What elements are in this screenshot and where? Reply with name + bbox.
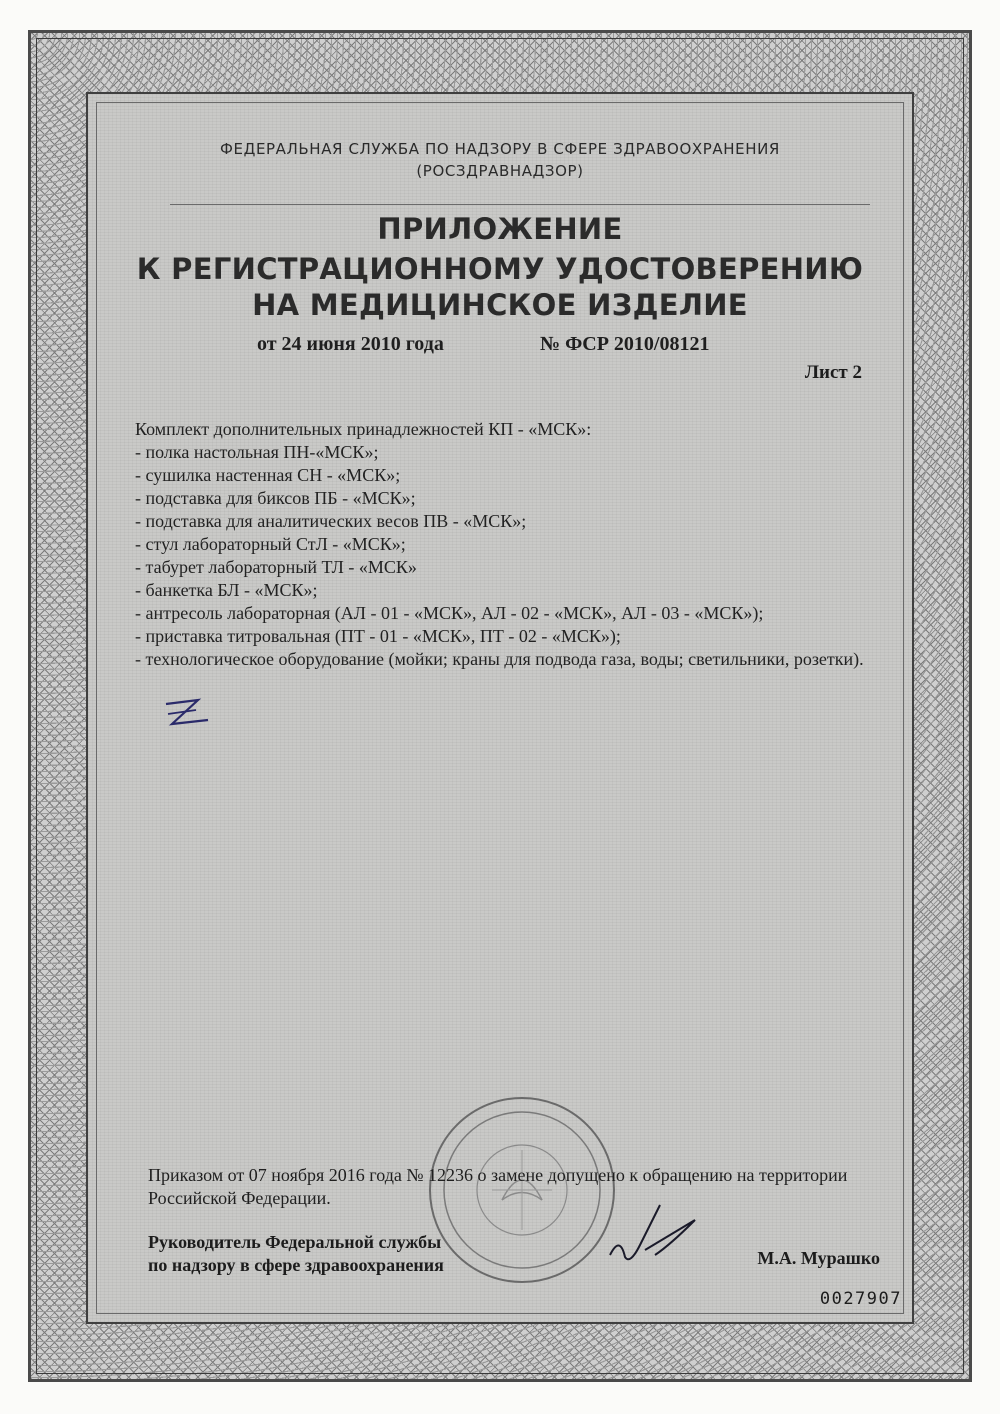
agency-abbreviation: (РОСЗДРАВНАДЗОР) xyxy=(416,162,584,180)
official-title xyxy=(148,1231,444,1277)
list-item: - приставка титровальная (ПТ - 01 - «МСК», ПТ - 02 - «МСК»); xyxy=(135,626,621,646)
list-item: - сушилка настенная СН - «МСК»; xyxy=(135,465,401,485)
list-item: Комплект дополнительных принадлежностей КП - «МСК»: xyxy=(135,419,592,439)
official-name: М.А. Мурашко xyxy=(757,1248,880,1268)
list-item: - стул лабораторный СтЛ - «МСК»; xyxy=(135,534,406,554)
official-title-line1: Руководитель Федеральной службы xyxy=(148,1232,442,1252)
list-item: - полка настольная ПН-«МСК»; xyxy=(135,442,379,462)
agency-name: ФЕДЕРАЛЬНАЯ СЛУЖБА ПО НАДЗОРУ В СФЕРЕ ЗДРАВООХРАНЕНИЯ xyxy=(220,140,780,158)
order-note: Приказом от 07 ноября 2016 года № 12236 о замене допущено к обращению на территории Российской Федерации. xyxy=(148,1165,848,1208)
document-title: ПРИЛОЖЕНИЕ xyxy=(377,212,623,246)
serial-number: 0027907 xyxy=(819,1289,902,1309)
sheet-number: Лист 2 xyxy=(804,362,862,383)
list-item: - банкетка БЛ - «МСК»; xyxy=(135,580,318,600)
list-item: - технологическое оборудование (мойки; краны для подвода газа, воды; светильники, розетки). xyxy=(135,649,864,669)
list-item: - подставка для биксов ПБ - «МСК»; xyxy=(135,488,416,508)
official-title-line2: по надзору в сфере здравоохранения xyxy=(148,1255,444,1275)
document-subtitle-line1: К РЕГИСТРАЦИОННОМУ УДОСТОВЕРЕНИЮ xyxy=(136,252,864,286)
item-list xyxy=(135,418,870,671)
certificate-number: № ФСР 2010/08121 xyxy=(540,333,710,355)
list-item: - подставка для аналитических весов ПВ - «МСК»; xyxy=(135,511,527,531)
list-item: - антресоль лабораторная (АЛ - 01 - «МСК», АЛ - 02 - «МСК», АЛ - 03 - «МСК»); xyxy=(135,603,764,623)
list-item: - табурет лабораторный ТЛ - «МСК» xyxy=(135,557,417,577)
header-divider xyxy=(170,204,870,205)
z-mark-icon xyxy=(158,694,218,734)
document-subtitle-line2: НА МЕДИЦИНСКОЕ ИЗДЕЛИЕ xyxy=(252,288,748,322)
issue-date: от 24 июня 2010 года xyxy=(257,333,444,355)
